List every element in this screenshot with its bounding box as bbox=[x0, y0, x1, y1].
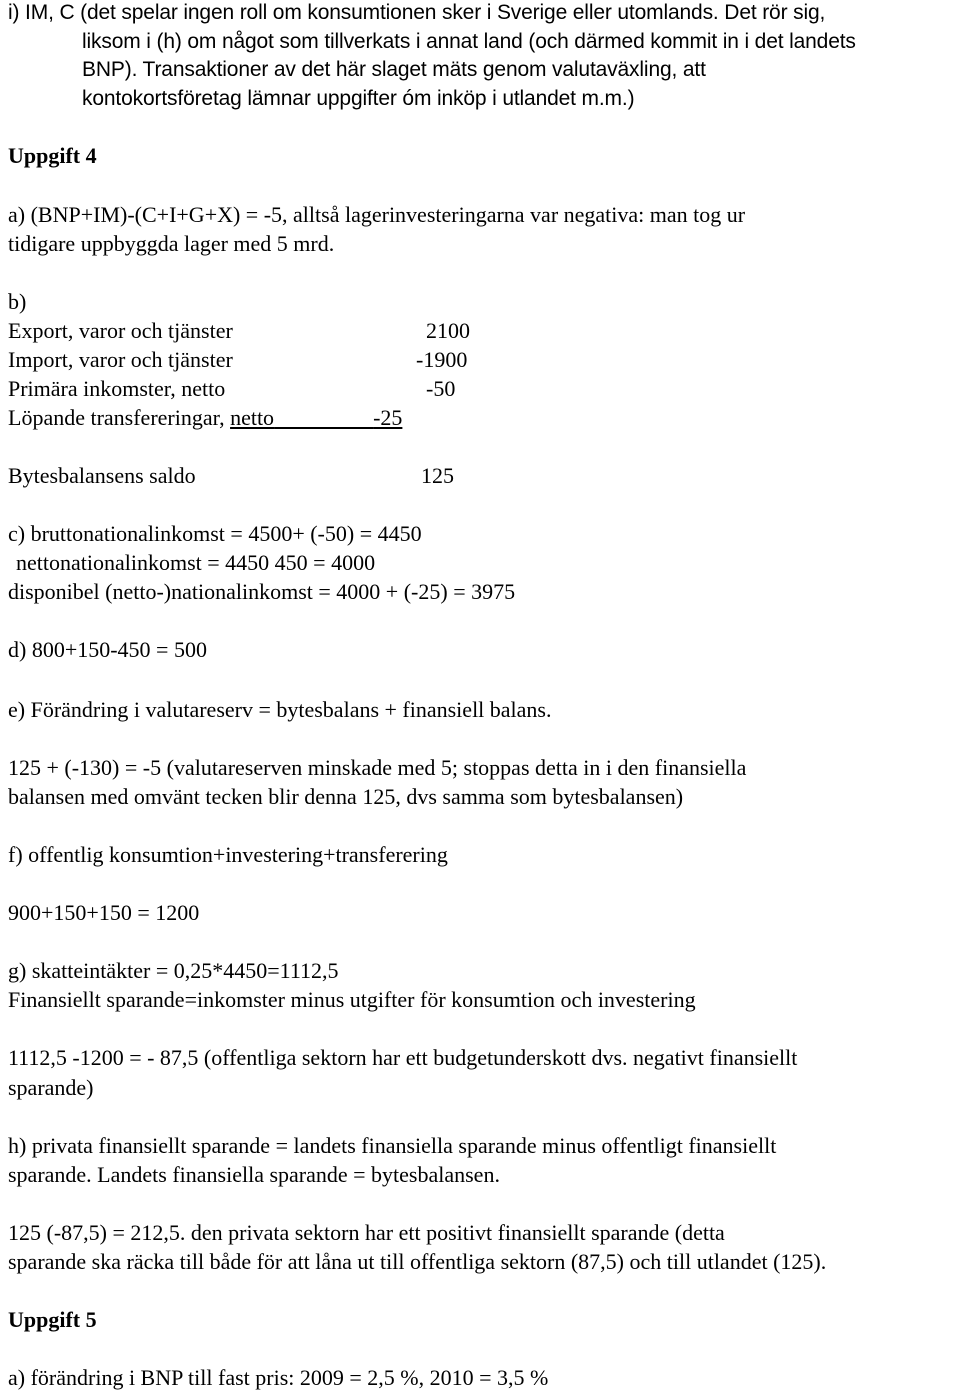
uppgift4-heading: Uppgift 4 bbox=[8, 143, 97, 168]
balance-label: Import, varor och tjänster bbox=[8, 347, 233, 372]
balance-row-export bbox=[8, 317, 233, 345]
saldo-label: Bytesbalansens saldo bbox=[8, 463, 196, 488]
uppgift4-f2-line: 900+150+150 = 1200 bbox=[8, 900, 200, 925]
balance-label-netto: netto bbox=[230, 405, 275, 430]
uppgift4-c-line-2: nettonationalinkomst = 4450 450 = 4000 bbox=[16, 550, 376, 575]
balance-saldo-row bbox=[8, 462, 196, 490]
balance-row-primary-income bbox=[8, 375, 225, 403]
uppgift4-f-line: f) offentlig konsumtion+investering+transferering bbox=[8, 842, 448, 867]
uppgift4-a-line-1: a) (BNP+IM)-(C+I+G+X) = -5, alltså lagerinvesteringarna var negativa: man tog ur bbox=[8, 202, 746, 227]
uppgift4-h-line-1: h) privata finansiellt sparande = landets finansiella sparande minus offentligt finansiellt bbox=[8, 1133, 777, 1158]
uppgift4-b-label: b) bbox=[8, 289, 27, 314]
uppgift4-g2-line-2: sparande) bbox=[8, 1075, 94, 1100]
balance-value-transfers: -25 bbox=[373, 405, 403, 430]
uppgift4-h2-line-2: sparande ska räcka till både för att låna ut till offentliga sektorn (87,5) och till utlandet (125). bbox=[8, 1249, 827, 1274]
balance-value-import: -1900 bbox=[416, 347, 468, 372]
balance-label: Primära inkomster, netto bbox=[8, 376, 226, 401]
uppgift4-d-line: d) 800+150-450 = 500 bbox=[8, 637, 207, 662]
balance-label-underlined bbox=[230, 405, 402, 430]
uppgift3-i-line-3: BNP). Transaktioner av det här slaget mäts genom valutaväxling, att bbox=[82, 58, 706, 81]
balance-label: Löpande transfereringar, bbox=[8, 405, 231, 430]
uppgift5-heading: Uppgift 5 bbox=[8, 1307, 97, 1332]
uppgift4-c-line-3: disponibel (netto-)nationalinkomst = 4000 + (-25) = 3975 bbox=[8, 579, 516, 604]
balance-value-primary-income: -50 bbox=[426, 376, 456, 401]
balance-label: Export, varor och tjänster bbox=[8, 318, 233, 343]
uppgift4-a-line-2: tidigare uppbyggda lager med 5 mrd. bbox=[8, 231, 335, 256]
balance-row-transfers bbox=[8, 404, 402, 432]
uppgift3-i-line-2: liksom i (h) om något som tillverkats i annat land (och därmed kommit in i det landets bbox=[82, 30, 856, 53]
uppgift4-c-line-1: c) bruttonationalinkomst = 4500+ (-50) = 4450 bbox=[8, 521, 422, 546]
uppgift5-a-line: a) förändring i BNP till fast pris: 2009 = 2,5 %, 2010 = 3,5 % bbox=[8, 1365, 549, 1390]
uppgift3-i-line-4: kontokortsföretag lämnar uppgifter óm inköp i utlandet m.m.) bbox=[82, 87, 635, 110]
balance-value-export: 2100 bbox=[426, 318, 470, 343]
uppgift4-h2-line-1: 125 (-87,5) = 212,5. den privata sektorn har ett positivt finansiellt sparande (detta bbox=[8, 1220, 725, 1245]
saldo-value: 125 bbox=[421, 463, 454, 488]
uppgift4-g-line-1: g) skatteintäkter = 0,25*4450=1112,5 bbox=[8, 958, 339, 983]
uppgift4-g-line-2: Finansiellt sparande=inkomster minus utgifter för konsumtion och investering bbox=[8, 987, 696, 1012]
uppgift4-e2-line-1: 125 + (-130) = -5 (valutareserven minskade med 5; stoppas detta in i den finansiella bbox=[8, 755, 747, 780]
uppgift4-e-line: e) Förändring i valutareserv = bytesbalans + finansiell balans. bbox=[8, 697, 552, 722]
uppgift3-i-line-1: i) IM, C (det spelar ingen roll om konsumtionen sker i Sverige eller utomlands. Det rör sig, bbox=[8, 1, 826, 24]
balance-row-import bbox=[8, 346, 233, 374]
uppgift4-h-line-2: sparande. Landets finansiella sparande = bytesbalansen. bbox=[8, 1162, 500, 1187]
uppgift4-e2-line-2: balansen med omvänt tecken blir denna 125, dvs samma som bytesbalansen) bbox=[8, 784, 684, 809]
uppgift4-g2-line-1: 1112,5 -1200 = - 87,5 (offentliga sektorn har ett budgetunderskott dvs. negativt finansiellt bbox=[8, 1045, 798, 1070]
